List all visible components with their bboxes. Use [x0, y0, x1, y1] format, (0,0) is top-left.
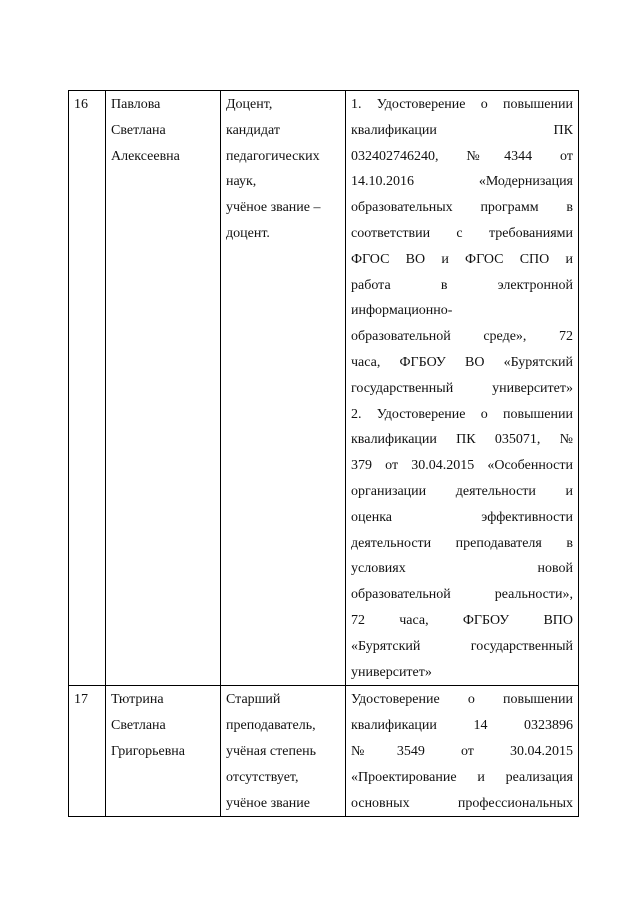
qualification-line: 14.10.2016 «Модернизация — [351, 174, 573, 190]
qualification-line: образовательных программ в — [351, 200, 573, 216]
position-cell — [221, 686, 346, 817]
qualification-line: 72 часа, ФГБОУ ВПО — [351, 612, 573, 628]
row-number-cell — [69, 686, 106, 817]
row-number: 16 — [74, 97, 88, 112]
qualification-line: организации деятельности и — [351, 483, 573, 499]
qualification-line: квалификации ПК 035071, № — [351, 432, 573, 448]
qualification-line: 032402746240, №4344 от — [351, 148, 573, 164]
table-row — [69, 91, 579, 686]
row-number-cell — [69, 91, 106, 686]
position-cell — [221, 91, 346, 686]
qualification-line: «Проектирование и реализация — [351, 769, 573, 785]
staff-qualification-table — [68, 90, 579, 817]
qualification-line: квалификации ПК — [351, 122, 573, 138]
position-degree: Старший преподаватель, учёная степень отсутствует, учёное звание — [226, 692, 317, 811]
full-name: Павлова Светлана Алексеевна — [111, 97, 180, 164]
qualification-line: оценка эффективности — [351, 509, 573, 525]
full-name: Тютрина Светлана Григорьевна — [111, 692, 186, 759]
qualification-line: деятельности преподавателя в — [351, 535, 573, 551]
full-name-cell — [106, 91, 221, 686]
qualification-line: университет» — [351, 664, 432, 680]
qualification-cell — [346, 686, 579, 817]
qualification-line: образовательной среде», 72 — [351, 329, 573, 345]
qualification-text — [351, 92, 573, 685]
table-row — [69, 686, 579, 817]
position-degree: Доцент, кандидат педагогических наук, учёное звание – доцент. — [226, 97, 321, 241]
full-name-cell — [106, 686, 221, 817]
qualification-line: 379 от 30.04.2015 «Особенности — [351, 458, 573, 474]
qualification-line: 1. Удостоверение о повышении — [351, 97, 573, 112]
qualification-line: 2. Удостоверение о повышении — [351, 406, 573, 422]
qualification-text — [351, 687, 573, 816]
qualification-line: «Бурятский государственный — [351, 638, 573, 654]
qualification-line: основных профессиональных — [351, 795, 573, 811]
qualification-line: часа, ФГБОУ ВО «Бурятский — [351, 354, 573, 370]
qualification-line: квалификации 14 0323896 — [351, 718, 573, 734]
qualification-line: работа в электронной — [351, 277, 573, 293]
row-number: 17 — [74, 692, 88, 708]
qualification-line: №3549 от 30.04.2015 — [351, 743, 573, 759]
qualification-line: информационно- — [351, 303, 453, 319]
qualification-line: соответствии с требованиями — [351, 225, 573, 241]
qualification-line: Удостоверение о повышении — [351, 692, 573, 708]
qualification-line: образовательной реальности», — [351, 587, 573, 603]
qualification-line: государственный университет» — [351, 380, 573, 396]
qualification-cell — [346, 91, 579, 686]
qualification-line: ФГОС ВО и ФГОС СПО и — [351, 251, 573, 267]
qualification-line: условиях новой — [351, 561, 573, 577]
